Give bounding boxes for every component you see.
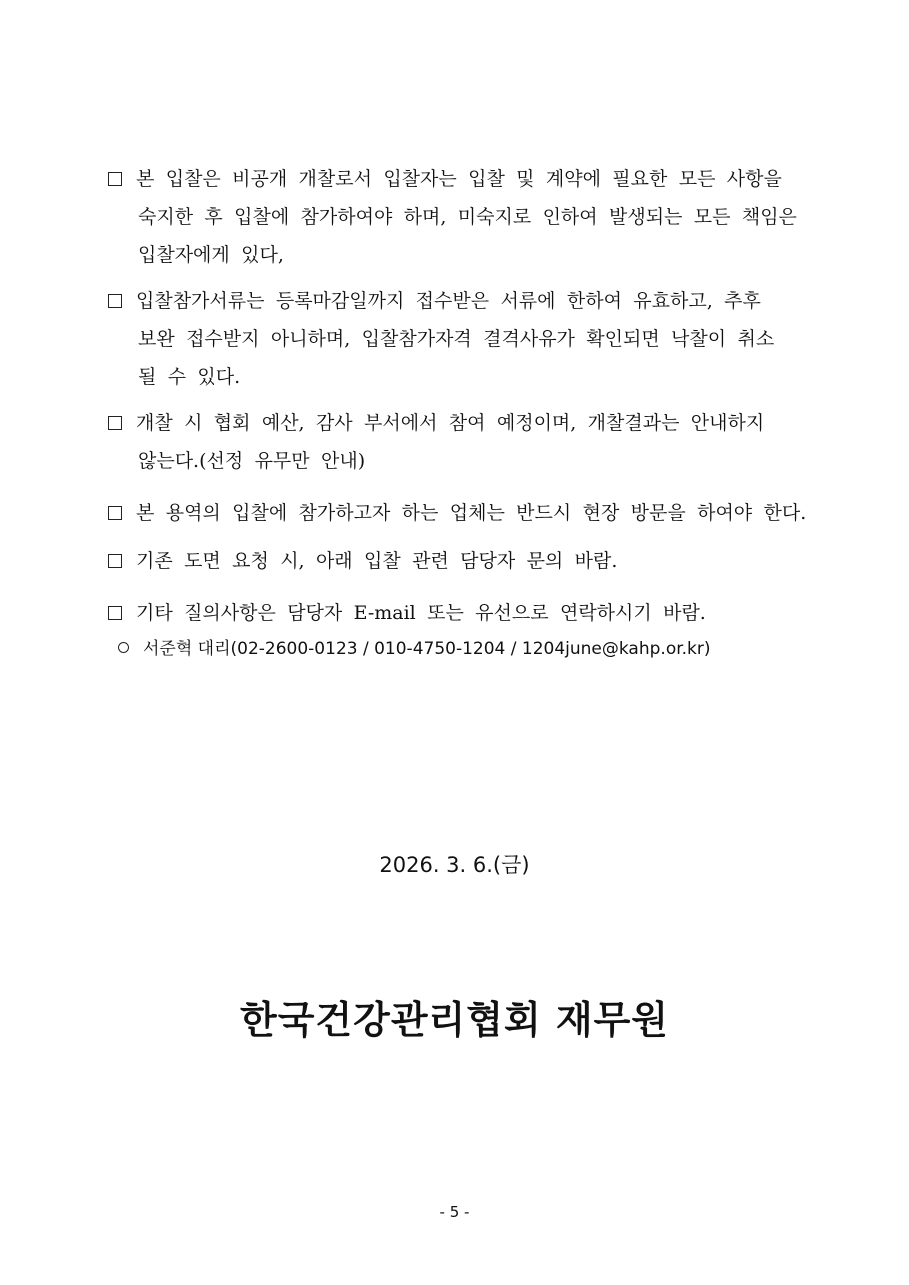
checkbox-icon	[108, 294, 122, 308]
checkbox-icon	[108, 416, 122, 430]
notice-text-line: 본 용역의 입찰에 참가하고자 하는 업체는 반드시 현장 방문을 하여야 한다.	[136, 502, 807, 524]
notice-text-line: 보완 접수받지 아니하며, 입찰참가자격 결격사유가 확인되면 낙찰이 취소	[138, 328, 775, 350]
organization-name: 한국건강관리협회 재무원	[239, 997, 670, 1042]
notice-text-line: 숙지한 후 입찰에 참가하여야 하며, 미숙지로 인하여 발생되는 모든 책임은	[138, 206, 797, 228]
notice-item-documents	[108, 282, 828, 396]
notice-text-line: 기타 질의사항은 담당자 E-mail 또는 유선으로 연락하시기 바람.	[136, 602, 706, 624]
notice-item-inquiries	[108, 594, 828, 632]
notice-text-line: 입찰참가서류는 등록마감일까지 접수받은 서류에 한하여 유효하고, 추후	[136, 290, 761, 312]
contact-text: 서준혁 대리(02-2600-0123 / 010-4750-1204 / 1204june@kahp.or.kr)	[143, 639, 711, 659]
circle-bullet-icon	[118, 642, 129, 653]
document-date: 2026. 3. 6.(금)	[379, 853, 530, 877]
page-number: - 5 -	[439, 1203, 470, 1221]
notice-text-line: 개찰 시 협회 예산, 감사 부서에서 참여 예정이며, 개찰결과는 안내하지	[136, 412, 765, 434]
checkbox-icon	[108, 554, 122, 568]
notice-item-drawings	[108, 542, 828, 580]
notice-item-opening	[108, 404, 828, 480]
notice-text-line: 기존 도면 요청 시, 아래 입찰 관련 담당자 문의 바람.	[136, 550, 618, 572]
checkbox-icon	[108, 606, 122, 620]
notice-text-line: 않는다.(선정 유무만 안내)	[138, 450, 366, 472]
notice-text-line: 입찰자에게 있다,	[138, 244, 284, 266]
notice-text-line: 본 입찰은 비공개 개찰로서 입찰자는 입찰 및 계약에 필요한 모든 사항을	[136, 168, 782, 190]
notice-item-site-visit	[108, 494, 828, 532]
contact-line	[118, 634, 711, 664]
checkbox-icon	[108, 506, 122, 520]
notice-item-bidding-confidentiality	[108, 160, 828, 274]
checkbox-icon	[108, 172, 122, 186]
notice-text-line: 될 수 있다.	[138, 366, 241, 388]
